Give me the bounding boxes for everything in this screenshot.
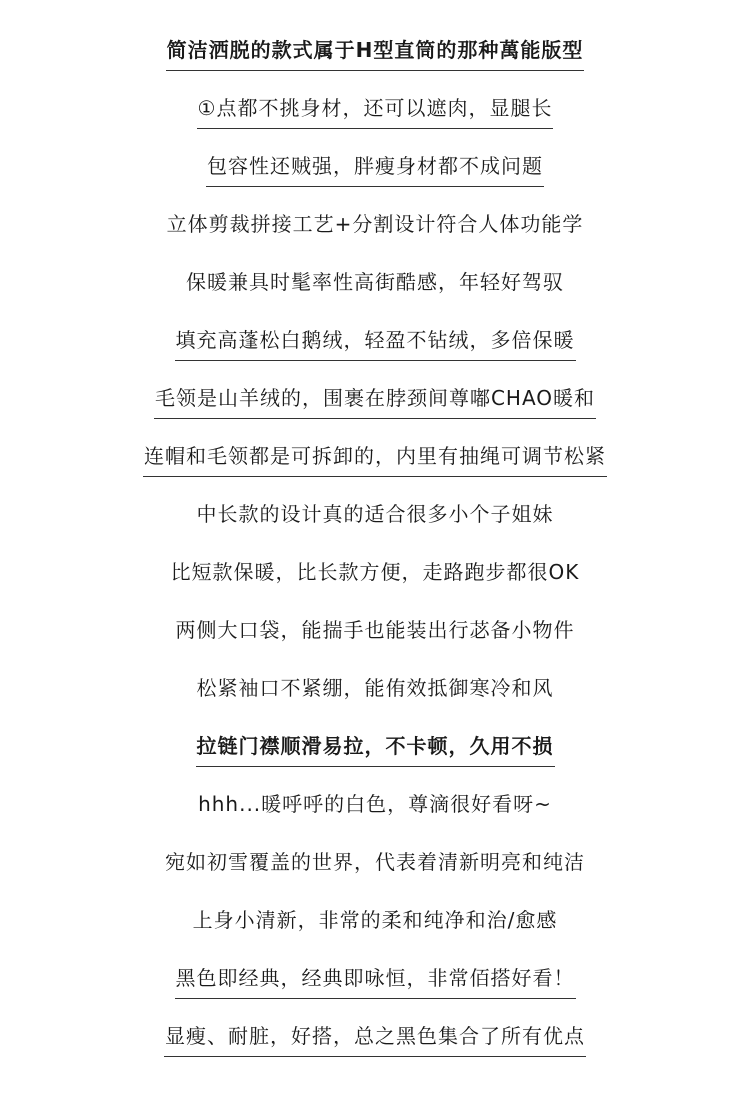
line-text: 毛领是山羊绒的，围裹在脖颈间尊嘟CHAO暖和 xyxy=(154,382,596,419)
line-text: hhh...暖呼呼的白色，尊滴很好看呀~ xyxy=(198,792,552,816)
text-line-6 xyxy=(0,324,750,382)
text-line-7 xyxy=(0,382,750,440)
text-line-16 xyxy=(0,904,750,962)
text-line-10 xyxy=(0,556,750,614)
text-line-18 xyxy=(0,1020,750,1078)
text-line-11 xyxy=(0,614,750,672)
line-text: 填充高蓬松白鹅绒，轻盈不钻绒，多倍保暖 xyxy=(175,324,576,361)
text-line-3 xyxy=(0,150,750,208)
text-line-13 xyxy=(0,730,750,788)
text-line-17 xyxy=(0,962,750,1020)
line-text: 立体剪裁拼接工艺+分割设计符合人体功能学 xyxy=(166,212,584,236)
text-line-15 xyxy=(0,846,750,904)
line-text: 黑色即经典，经典即咏恒，非常佰搭好看！ xyxy=(175,962,576,999)
description-text-block xyxy=(0,34,750,1078)
line-text: 宛如初雪覆盖的世界，代表着清新明亮和纯洁 xyxy=(165,850,585,874)
text-line-4 xyxy=(0,208,750,266)
line-text: 中长款的设计真的适合很多小个子姐妹 xyxy=(196,502,554,526)
text-line-2 xyxy=(0,92,750,150)
line-text: 简洁洒脱的款式属于H型直筒的那种萬能版型 xyxy=(166,34,585,71)
line-text: 显瘦、耐脏，好搭，总之黑色集合了所有优点 xyxy=(164,1020,586,1057)
line-text: 两侧大口袋，能揣手也能装出行苾备小物件 xyxy=(175,618,575,642)
text-line-12 xyxy=(0,672,750,730)
line-text: 比短款保暖，比长款方便，走路跑步都很OK xyxy=(170,560,580,584)
text-line-1 xyxy=(0,34,750,92)
line-text: 连帽和毛领都是可拆卸的，内里有抽绳可调节松紧 xyxy=(143,440,607,477)
line-text: ①点都不挑身材，还可以遮肉，显腿长 xyxy=(197,92,554,129)
line-text: 松紧袖口不紧绷，能侑效抵御寒冷和风 xyxy=(196,676,554,700)
line-text: 保暖兼具时髦率性高街酷感，年轻好驾驭 xyxy=(186,270,564,294)
line-text: 上身小清新，非常的柔和纯净和治/愈感 xyxy=(192,908,558,932)
text-line-8 xyxy=(0,440,750,498)
text-line-14 xyxy=(0,788,750,846)
text-line-5 xyxy=(0,266,750,324)
text-line-9 xyxy=(0,498,750,556)
line-text: 拉链门襟顺滑易拉，不卡顿，久用不损 xyxy=(196,730,555,767)
line-text: 包容性还贼强，胖瘦身材都不成问题 xyxy=(206,150,544,187)
